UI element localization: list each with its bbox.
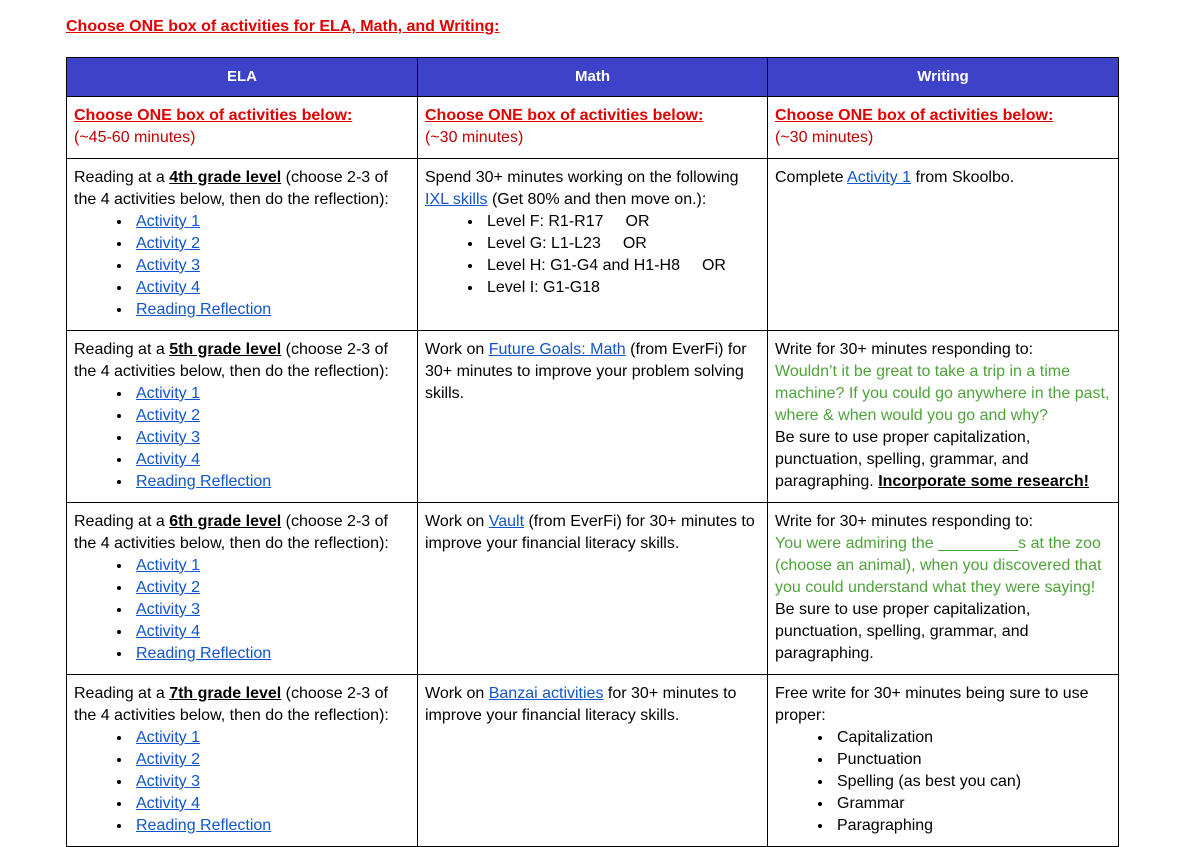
list-item (132, 771, 410, 793)
time-estimate: (~30 minutes) (425, 129, 524, 146)
list-item (132, 727, 410, 749)
list-item (132, 793, 410, 815)
activity-3-link[interactable]: Activity 3 (136, 773, 201, 790)
column-header-ela: ELA (67, 58, 418, 97)
level-text: Level I: G1-G18 (487, 279, 600, 296)
writing-prompt: You were admiring the _________s at the zoo (choose an animal), when you discovered that you could understand what they were saying! (775, 535, 1102, 596)
ela-cell (67, 331, 418, 503)
writing-text: Complete (775, 169, 848, 186)
time-estimate: (~30 minutes) (775, 129, 874, 146)
list-item (132, 815, 410, 837)
ela-prefix: Reading at a (74, 169, 170, 186)
activity-4-link[interactable]: Activity 4 (136, 623, 201, 640)
list-item (132, 383, 410, 405)
list-item (132, 449, 410, 471)
future-goals-math-link[interactable]: Future Goals: Math (488, 341, 626, 358)
list-item (483, 277, 760, 299)
list-item (132, 277, 410, 299)
math-text: Work on (425, 341, 489, 358)
list-item (132, 255, 410, 277)
reading-reflection-link[interactable]: Reading Reflection (136, 301, 272, 318)
list-item (833, 815, 1111, 837)
math-text: for 30+ minutes to improve your financial literacy skills. (425, 685, 737, 724)
activity-2-link[interactable]: Activity 2 (136, 407, 201, 424)
or-text: OR (701, 257, 726, 274)
or-text: OR (625, 213, 650, 230)
activity-3-link[interactable]: Activity 3 (136, 601, 201, 618)
ixl-skills-link[interactable]: IXL skills (425, 191, 488, 208)
activity-1-link[interactable]: Activity 1 (136, 213, 201, 230)
ela-suffix: (choose 2-3 of the 4 activities below, then do the reflection): (74, 341, 389, 380)
ela-suffix: (choose 2-3 of the 4 activities below, then do the reflection): (74, 685, 389, 724)
writing-text: from Skoolbo. (911, 169, 1015, 186)
activity-3-link[interactable]: Activity 3 (136, 257, 201, 274)
activity-1-link[interactable]: Activity 1 (136, 729, 201, 746)
activity-row-2 (67, 331, 1119, 503)
ela-activity-list (74, 555, 410, 665)
writing-skill-list (775, 727, 1111, 837)
writing-cell (768, 159, 1119, 331)
ela-cell (67, 159, 418, 331)
activity-4-link[interactable]: Activity 4 (136, 451, 201, 468)
writing-prompt: Wouldn’t it be great to take a trip in a time machine? If you could go anywhere in the past, where & when would you go and why? (775, 363, 1110, 424)
ela-cell (67, 675, 418, 847)
list-item (132, 427, 410, 449)
page-heading: Choose ONE box of activities for ELA, Math, and Writing: (66, 18, 500, 35)
ela-activity-list (74, 211, 410, 321)
writing-instructions: Be sure to use proper capitalization, punctuation, spelling, grammar, and paragraphing. (775, 429, 1031, 490)
ela-prefix: Reading at a (74, 685, 170, 702)
list-item (132, 643, 410, 665)
list-item (833, 749, 1111, 771)
list-item (132, 211, 410, 233)
writing-intro: Free write for 30+ minutes being sure to use proper: (775, 685, 1089, 724)
ela-subheader (67, 97, 418, 159)
banzai-activities-link[interactable]: Banzai activities (488, 685, 604, 702)
skill-text: Capitalization (837, 729, 934, 746)
list-item (132, 233, 410, 255)
level-text: Level F: R1-R17 (487, 213, 604, 230)
time-estimate: (~45-60 minutes) (74, 129, 196, 146)
list-item (483, 255, 760, 277)
math-cell (418, 675, 768, 847)
level-text: Level H: G1-G4 and H1-H8 (487, 257, 680, 274)
research-emphasis: Incorporate some research! (878, 473, 1089, 490)
list-item (483, 211, 760, 233)
activity-4-link[interactable]: Activity 4 (136, 795, 201, 812)
activity-1-link[interactable]: Activity 1 (136, 385, 201, 402)
activity-row-4 (67, 675, 1119, 847)
writing-cell (768, 675, 1119, 847)
ixl-level-list (425, 211, 760, 299)
grade-level: 7th grade level (169, 685, 282, 702)
skill-text: Paragraphing (837, 817, 934, 834)
choose-instruction: Choose ONE box of activities below: (775, 107, 1054, 124)
ela-cell (67, 503, 418, 675)
skill-text: Punctuation (837, 751, 922, 768)
activity-row-1 (67, 159, 1119, 331)
choose-instruction: Choose ONE box of activities below: (74, 107, 353, 124)
list-item (132, 555, 410, 577)
subheader-row (67, 97, 1119, 159)
choose-instruction: Choose ONE box of activities below: (425, 107, 704, 124)
skoolbo-activity-link[interactable]: Activity 1 (847, 169, 912, 186)
column-header-math: Math (418, 58, 768, 97)
writing-cell (768, 503, 1119, 675)
list-item (132, 621, 410, 643)
math-cell (418, 159, 768, 331)
list-item (833, 793, 1111, 815)
reading-reflection-link[interactable]: Reading Reflection (136, 817, 272, 834)
grade-level: 4th grade level (169, 169, 282, 186)
header-row (67, 58, 1119, 97)
column-header-writing: Writing (768, 58, 1119, 97)
list-item (132, 471, 410, 493)
writing-intro: Write for 30+ minutes responding to: (775, 513, 1034, 530)
skill-text: Spelling (as best you can) (837, 773, 1022, 790)
activity-3-link[interactable]: Activity 3 (136, 429, 201, 446)
grade-level: 5th grade level (169, 341, 282, 358)
ela-suffix: (choose 2-3 of the 4 activities below, then do the reflection): (74, 169, 389, 208)
list-item (833, 727, 1111, 749)
activities-table (66, 57, 1119, 847)
math-cell (418, 331, 768, 503)
ela-suffix: (choose 2-3 of the 4 activities below, then do the reflection): (74, 513, 389, 552)
list-item (132, 299, 410, 321)
reading-reflection-link[interactable]: Reading Reflection (136, 473, 272, 490)
list-item (132, 749, 410, 771)
activity-row-3 (67, 503, 1119, 675)
skill-text: Grammar (837, 795, 905, 812)
writing-cell (768, 331, 1119, 503)
vault-link[interactable]: Vault (488, 513, 525, 530)
ela-prefix: Reading at a (74, 513, 170, 530)
level-text: Level G: L1-L23 (487, 235, 601, 252)
activity-1-link[interactable]: Activity 1 (136, 557, 201, 574)
activity-2-link[interactable]: Activity 2 (136, 235, 201, 252)
grade-level: 6th grade level (169, 513, 282, 530)
math-cell (418, 503, 768, 675)
reading-reflection-link[interactable]: Reading Reflection (136, 645, 272, 662)
or-text: OR (622, 235, 647, 252)
math-text: (from EverFi) for 30+ minutes to improve your financial literacy skills. (425, 513, 755, 552)
activity-2-link[interactable]: Activity 2 (136, 579, 201, 596)
math-text: Work on (425, 513, 489, 530)
ela-activity-list (74, 727, 410, 837)
list-item (483, 233, 760, 255)
ela-activity-list (74, 383, 410, 493)
math-text: (Get 80% and then move on.): (487, 191, 707, 208)
writing-instructions: Be sure to use proper capitalization, punctuation, spelling, grammar, and paragraphing. (775, 601, 1031, 662)
list-item (132, 405, 410, 427)
math-text: (from EverFi) for 30+ minutes to improve your problem solving skills. (425, 341, 747, 402)
list-item (132, 599, 410, 621)
activity-4-link[interactable]: Activity 4 (136, 279, 201, 296)
math-text: Spend 30+ minutes working on the following (425, 169, 739, 186)
list-item (132, 577, 410, 599)
math-text: Work on (425, 685, 489, 702)
activity-2-link[interactable]: Activity 2 (136, 751, 201, 768)
math-subheader (418, 97, 768, 159)
ela-prefix: Reading at a (74, 341, 170, 358)
list-item (833, 771, 1111, 793)
writing-intro: Write for 30+ minutes responding to: (775, 341, 1034, 358)
writing-subheader (768, 97, 1119, 159)
